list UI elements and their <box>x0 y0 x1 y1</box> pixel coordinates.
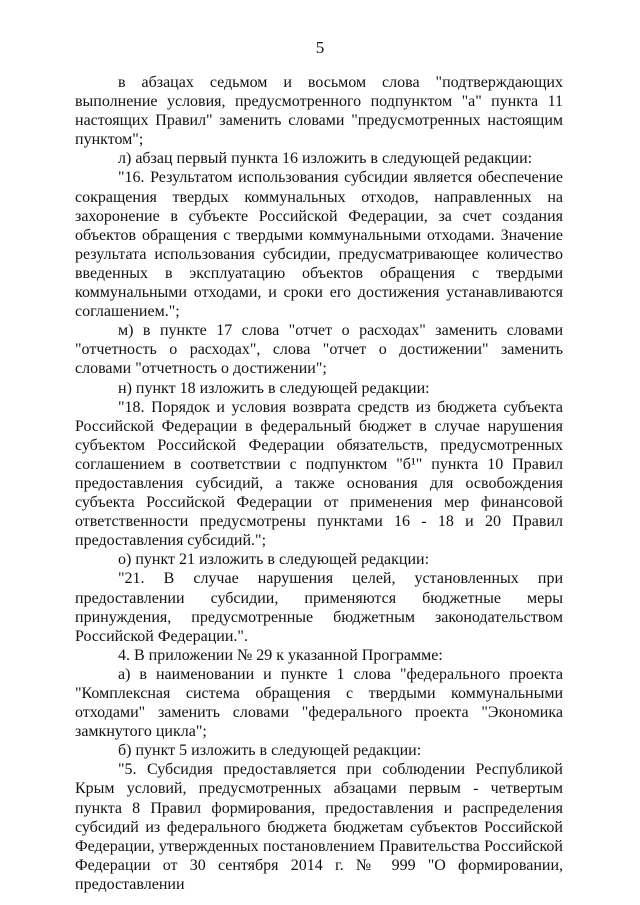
paragraph: м) в пункте 17 слова "отчет о расходах" заменить словами "отчетность о расходах", слова "отчет о достижении" заменить словами "отчетность о достижении"; <box>75 322 563 378</box>
paragraph: "18. Порядок и условия возврата средств из бюджета субъекта Российской Федерации в федеральный бюджет в случае нарушения субъектом Российской Федерации обязательств, предусмотренных соглашением в соответствии с подпунктом "б¹" пункта 10 Правил предоставления субсидий, а также основания для освобождения субъекта Российской Федерации от применения мер финансовой ответственности предусмотрены пунктами 16 - 18 и 20 Правил предоставления субсидий."; <box>75 398 563 550</box>
paragraph: а) в наименовании и пункте 1 слова "федерального проекта "Комплексная система обращения с твердыми коммунальными отходами" заменить словами "федерального проекта "Экономика замкнутого цикла"; <box>75 665 563 741</box>
paragraph: б) пункт 5 изложить в следующей редакции: <box>118 742 422 760</box>
page-number: 5 <box>315 38 325 57</box>
paragraph: л) абзац первый пункта 16 изложить в следующей редакции: <box>118 150 533 168</box>
paragraph: 4. В приложении № 29 к указанной Программе: <box>118 646 443 664</box>
paragraph: в абзацах седьмом и восьмом слова "подтверждающих выполнение условия, предусмотренного подпунктом "а" пункта 11 настоящих Правил" заменить словами "предусмотренных настоящим пунктом"; <box>75 74 563 149</box>
paragraph: о) пункт 21 изложить в следующей редакции: <box>118 551 430 569</box>
paragraph: "5. Субсидия предоставляется при соблюдении Республикой Крым условий, предусмотренных абзацами первым - четвертым пункта 8 Правил формирования, предоставления и распределения субсидий из федерального бюджета бюджетам субъектов Российской Федерации, утвержденных постановлением Правительства Российской Федерации от 30 сентября 2014 г. № 999 "О формировании, предоставлении <box>75 761 563 893</box>
paragraph: "21. В случае нарушения целей, установленных при предоставлении субсидии, применяются бюджетные меры принуждения, предусмотренные бюджетным законодательством Российской Федерации.". <box>75 570 563 645</box>
document-body <box>75 73 563 894</box>
paragraph: н) пункт 18 изложить в следующей редакции: <box>118 379 430 397</box>
paragraph: "16. Результатом использования субсидии является обеспечение сокращения твердых коммунальных отходов, направленных на захоронение в субъекте Российской Федерации, за счет создания объектов обращения с твердыми коммунальными отходами. Значение результата использования субсидии, предусматривающее количество введенных в эксплуатацию объектов обращения с твердыми коммунальными отходами, и сроки его достижения устанавливаются соглашением."; <box>75 169 563 321</box>
